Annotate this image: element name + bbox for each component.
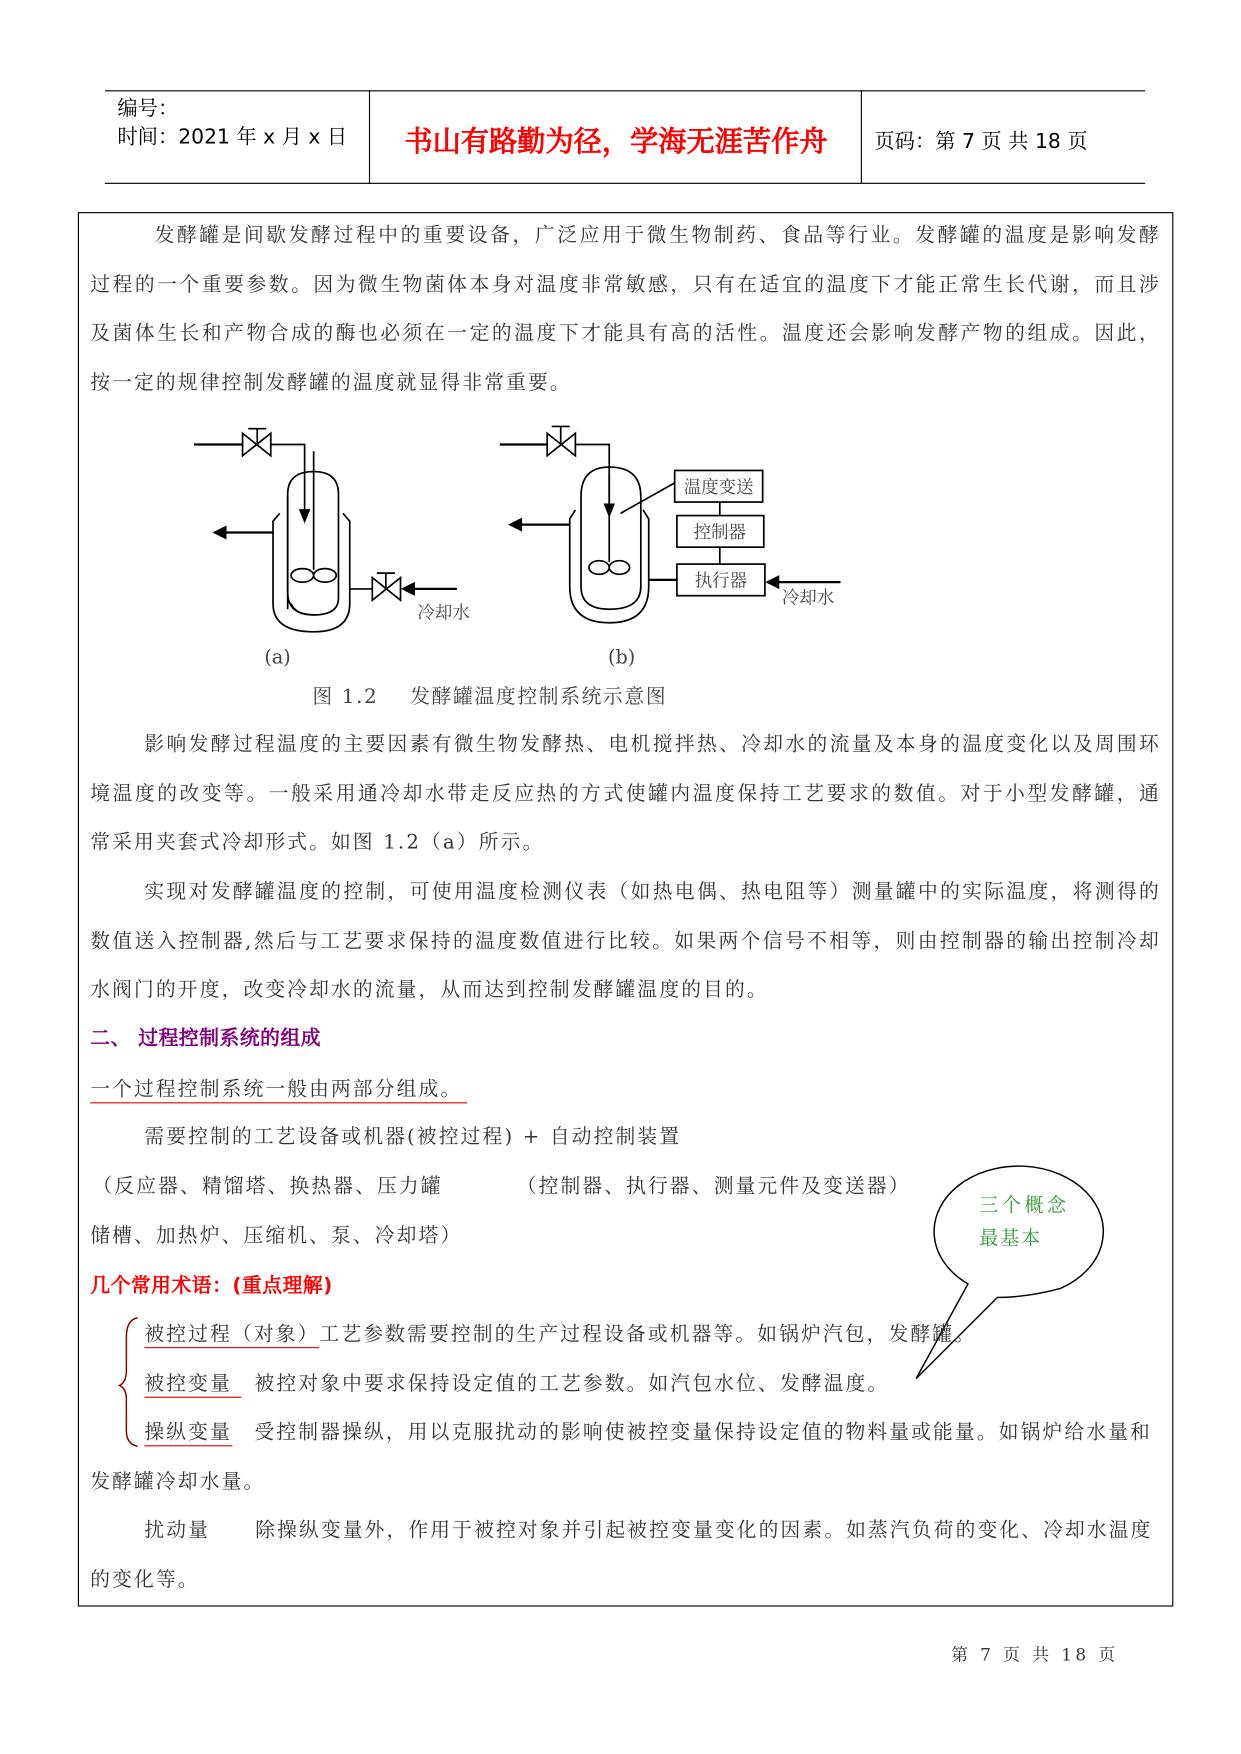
figure-caption: 图 1.2 发酵罐温度控制系统示意图 (312, 684, 668, 708)
cooling-water-label-b: 冷却水 (781, 588, 835, 609)
term-name: 扰动量 (144, 1519, 211, 1543)
controller-label: 控制器 (693, 523, 746, 544)
page-indicator: 页码：第 7 页 共 18 页 (874, 129, 1088, 154)
term-item (144, 1311, 976, 1360)
term-item (144, 1361, 889, 1410)
section-heading: 二、 过程控制系统的组成 (90, 1027, 322, 1051)
term-description-cont: 的变化等。 (90, 1569, 200, 1592)
paragraph-factors: 影响发酵过程温度的主要因素有微生物发酵热、电机搅拌热、冷却水的流量及本身的温度变化以及周围环境温度的改变等。一般采用通冷却水带走反应热的方式使罐内温度保持工艺要求的数值。对于小型发酵罐，通常采用夹套式冷却形式。如图 1.2（a）所示。 (90, 733, 1161, 855)
process-examples: （反应器、精馏塔、换热器、压力罐 (92, 1175, 443, 1199)
term-description: 受控制器操纵，用以克服扰动的影响使被控变量保持设定值的物料量或能量。如锅炉给水量和 (254, 1421, 1152, 1445)
term-name: 被控变量 (144, 1373, 241, 1398)
doc-time: 时间：2021 年 x 月 x 日 (117, 125, 348, 149)
paragraph-control: 实现对发酵罐温度的控制，可使用温度检测仪表（如热电偶、热电阻等）测量罐中的实际温度，将测得的数值送入控制器,然后与工艺要求保持的温度数值进行比较。如果两个信号不相等，则由控制器的输出控制冷却水阀门的开度，改变冷却水的流量，从而达到控制发酵罐温度的目的。 (90, 881, 1161, 1003)
term-item (144, 1409, 1152, 1458)
transmitter-label: 温度变送 (683, 478, 754, 499)
paragraph-intro: 发酵罐是间歇发酵过程中的重要设备，广泛应用于微生物制药、食品等行业。发酵罐的温度是影响发酵过程的一个重要参数。因为微生物菌体本身对温度非常敏感，只有在适宜的温度下才能正常生长代谢，而且涉及菌体生长和产物合成的酶也必须在一定的温度下才能具有高的活性。温度还会影响发酵产物的组成。因此，按一定的规律控制发酵罐的温度就显得非常重要。 (90, 224, 1161, 395)
term-description: 被控对象中要求保持设定值的工艺参数。如汽包水位、发酵温度。 (254, 1373, 890, 1396)
doc-number-label: 编号： (117, 97, 179, 121)
callout-text-line1: 三个概念 (979, 1193, 1070, 1217)
motto-title: 书山有路勤为径，学海无涯苦作舟 (404, 125, 828, 158)
process-examples-cont: 储槽、加热炉、压缩机、泵、冷却塔） (90, 1225, 463, 1248)
actuator-label: 执行器 (694, 571, 748, 592)
subfigure-label-b: (b) (608, 645, 636, 669)
fermenter-a (194, 429, 457, 632)
term-name: 被控过程（对象） (144, 1323, 319, 1348)
composition-statement: 一个过程控制系统一般由两部分组成。 (90, 1079, 467, 1104)
callout-text-line2: 最基本 (979, 1226, 1042, 1250)
cooling-water-label-a: 冷却水 (417, 603, 470, 624)
term-description-cont: 发酵罐冷却水量。 (90, 1471, 266, 1494)
subfigure-label-a: (a) (264, 645, 291, 669)
device-examples: （控制器、执行器、测量元件及变送器） (516, 1175, 911, 1199)
brace-icon (120, 1318, 138, 1447)
term-item (144, 1507, 1152, 1556)
page-footer: 第 7 页 共 18 页 (951, 1644, 1119, 1666)
term-name: 操纵变量 (144, 1422, 232, 1447)
term-description: 除操纵变量外，作用于被控对象并引起被控变量变化的因素。如蒸汽负荷的变化、冷却水温度 (255, 1519, 1153, 1543)
terms-heading: 几个常用术语：(重点理解) (90, 1274, 333, 1298)
term-description: 工艺参数需要控制的生产过程设备或机器等。如锅炉汽包，发酵罐。 (319, 1323, 977, 1346)
composition-formula: 需要控制的工艺设备或机器(被控过程) + 自动控制装置 (144, 1125, 682, 1149)
